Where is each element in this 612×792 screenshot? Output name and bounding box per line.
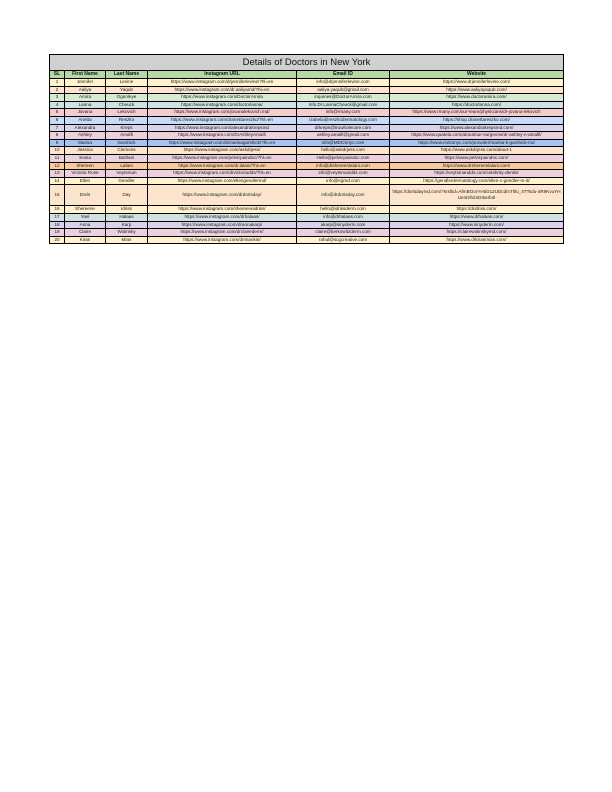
instagram-url-cell[interactable]: https://www.instagram.com/dranettareszko/?hl=en: [148, 116, 297, 124]
table-row: [50, 206, 564, 214]
last-name-cell: Garshick: [106, 139, 148, 147]
header-first-name: First Name: [65, 71, 106, 79]
table-row: [50, 162, 564, 170]
header-sl: SL: [50, 71, 65, 79]
website-cell[interactable]: https://www.askdrjess.com/about-1: [390, 147, 564, 155]
website-cell[interactable]: https://veytsmandds.com/celebrity-dentist: [390, 170, 564, 178]
last-name-cell: Idriss: [106, 206, 148, 214]
table-row: [50, 147, 564, 155]
table-row: [50, 229, 564, 237]
instagram-url-cell[interactable]: https://www.instagram.com/shereeneidriss/: [148, 206, 297, 214]
website-cell[interactable]: https://www.pelvicpaindoc.com/: [390, 154, 564, 162]
table-row: [50, 170, 564, 178]
sl-cell: 20: [50, 236, 65, 244]
table-row: [50, 86, 564, 94]
instagram-url-cell[interactable]: https://www.instagram.com/pelvicpaindoc/?hl=en: [148, 154, 297, 162]
instagram-url-cell[interactable]: https://www.instagram.com/drvictoriadds/?hl=en: [148, 170, 297, 178]
website-cell[interactable]: https://www.aaliyayaqub.com/: [390, 86, 564, 94]
first-name-cell: Ashley: [65, 132, 106, 140]
table-row: [50, 177, 564, 185]
website-cell[interactable]: https://www.mdcsnyc.com/provider/marisa-k-garshick-md: [390, 139, 564, 147]
sl-cell: 19: [50, 229, 65, 237]
website-cell[interactable]: https://www.doctoramira.com/: [390, 94, 564, 102]
email-cell[interactable]: info@drjenniferlevine.com: [297, 79, 390, 87]
first-name-cell: Shereen: [65, 162, 106, 170]
last-name-cell: Wolinsky: [106, 229, 148, 237]
sl-cell: 5: [50, 109, 65, 117]
header-website: Website: [390, 71, 564, 79]
first-name-cell: Anna: [65, 221, 106, 229]
last-name-cell: Yaqub: [106, 86, 148, 94]
website-cell[interactable]: https://www.rmany.com/our-team/physicians/dr-jovana-lekovich: [390, 109, 564, 117]
first-name-cell: Lanna: [65, 101, 106, 109]
email-cell[interactable]: ashley.amalfi@gmail.com: [297, 132, 390, 140]
table-row: [50, 154, 564, 162]
last-name-cell: Gendler: [106, 177, 148, 185]
email-cell[interactable]: drkreps@truwholecare.com: [297, 124, 390, 132]
email-cell[interactable]: inquiries@DoctorAmira.com: [297, 94, 390, 102]
header-instagram-url: Instagram URL: [148, 71, 297, 79]
instagram-url-cell[interactable]: https://www.instagram.com/dr.aaliyamd/?hl=en: [148, 86, 297, 94]
header-last-name: Last Name: [106, 71, 148, 79]
last-name-cell: Levine: [106, 79, 148, 87]
sl-cell: 16: [50, 206, 65, 214]
first-name-cell: Alexandra: [65, 124, 106, 132]
last-name-cell: Bahlani: [106, 154, 148, 162]
header-row: [50, 71, 564, 79]
table-row: [50, 185, 564, 206]
email-cell[interactable]: Info.Dr.LannaCheuck@gmail.com: [297, 101, 390, 109]
email-cell[interactable]: info@MDCSnyc.com: [297, 139, 390, 147]
email-cell[interactable]: info@veytsmandds.com: [297, 170, 390, 178]
sl-cell: 1: [50, 79, 65, 87]
website-cell[interactable]: https://shop.dranettareszko.com/: [390, 116, 564, 124]
sl-cell: 17: [50, 213, 65, 221]
table-row: [50, 101, 564, 109]
instagram-url-cell[interactable]: https://www.instagram.com/drdorisday/: [148, 185, 297, 206]
first-name-cell: Sonia: [65, 154, 106, 162]
email-cell[interactable]: Hello@pelvicpaindoc.com: [297, 154, 390, 162]
sl-cell: 13: [50, 170, 65, 178]
last-name-cell: Amalfi: [106, 132, 148, 140]
last-name-cell: Karp: [106, 221, 148, 229]
website-cell[interactable]: https://clairewolinskymd.com/: [390, 229, 564, 237]
instagram-url-cell[interactable]: https://www.instagram.com/drjenniferlevine/?hl=en: [148, 79, 297, 87]
website-cell[interactable]: https://dridriss.com/: [390, 206, 564, 214]
instagram-url-cell[interactable]: https://www.instagram.com/drmarisagarshick/?hl=en: [148, 139, 297, 147]
email-cell[interactable]: info@drshereenlalani.com: [297, 162, 390, 170]
first-name-cell: Ellen: [65, 177, 106, 185]
website-cell[interactable]: https://dorisdaymd.com/?srsltid=AfmBOorYHtiO12UDcdmTlIlu_4TTsdu-4R9KvuYHUenDih2nDIserb4l: [390, 185, 564, 206]
last-name-cell: Kreps: [106, 124, 148, 132]
header-email-id: Email ID: [297, 71, 390, 79]
email-cell[interactable]: hello@askdrjess.com: [297, 147, 390, 155]
email-cell[interactable]: hello@idrissderm.com: [297, 206, 390, 214]
first-name-cell: Jovana: [65, 109, 106, 117]
website-cell[interactable]: https://www.quatela.com/about/our-surgeons/dr-ashley-n-amalfi/: [390, 132, 564, 140]
website-cell[interactable]: https://www.drjenniferlevine.com/: [390, 79, 564, 87]
email-cell[interactable]: info@egmd.com: [297, 177, 390, 185]
table-row: [50, 132, 564, 140]
instagram-url-cell[interactable]: https://www.instagram.com/dr.lalani/?hl=en: [148, 162, 297, 170]
last-name-cell: Cheuck: [106, 101, 148, 109]
first-name-cell: Shereene: [65, 206, 106, 214]
sl-cell: 18: [50, 221, 65, 229]
website-cell[interactable]: https://www.drkiranmian.com/: [390, 236, 564, 244]
last-name-cell: Ogunleye: [106, 94, 148, 102]
instagram-url-cell[interactable]: https://www.instagram.com/askdrjess/: [148, 147, 297, 155]
website-cell[interactable]: https://www.drhalaas.com/: [390, 213, 564, 221]
sl-cell: 11: [50, 154, 65, 162]
doctors-table: [49, 54, 564, 244]
first-name-cell: Anetta: [65, 116, 106, 124]
website-cell[interactable]: https://www.sinyderm.com/: [390, 221, 564, 229]
sl-cell: 8: [50, 132, 65, 140]
email-cell[interactable]: claire@berkowitzderm.com: [297, 229, 390, 237]
last-name-cell: Day: [106, 185, 148, 206]
table-row: [50, 109, 564, 117]
first-name-cell: Doris: [65, 185, 106, 206]
sl-cell: 10: [50, 147, 65, 155]
sl-cell: 6: [50, 116, 65, 124]
last-name-cell: Mian: [106, 236, 148, 244]
sl-cell: 15: [50, 185, 65, 206]
table-row: [50, 139, 564, 147]
first-name-cell: Jessica: [65, 147, 106, 155]
table-row: [50, 79, 564, 87]
sl-cell: 3: [50, 94, 65, 102]
sl-cell: 4: [50, 101, 65, 109]
instagram-url-cell[interactable]: https://www.instagram.com/drclairederm/: [148, 229, 297, 237]
website-cell[interactable]: https://gendlerdermatology.com/ellen-c-gendler-m-d/: [390, 177, 564, 185]
email-cell[interactable]: info@rmany.com: [297, 109, 390, 117]
email-cell[interactable]: info@drdorisday.com: [297, 185, 390, 206]
sl-cell: 7: [50, 124, 65, 132]
website-cell[interactable]: https://doctorlanna.com/: [390, 101, 564, 109]
first-name-cell: Amira: [65, 94, 106, 102]
email-cell[interactable]: aaliya.yaqub@gmail.com: [297, 86, 390, 94]
sl-cell: 14: [50, 177, 65, 185]
first-name-cell: Kiran: [65, 236, 106, 244]
first-name-cell: Aaliya: [65, 86, 106, 94]
last-name-cell: Veytsman: [106, 170, 148, 178]
website-cell[interactable]: https://www.alexandrakrepsmd.com/: [390, 124, 564, 132]
last-name-cell: Lekovich: [106, 109, 148, 117]
instagram-url-cell[interactable]: https://www.instagram.com/drannakarp/: [148, 221, 297, 229]
instagram-url-cell[interactable]: https://www.instagram.com/jovanalekovich.md/: [148, 109, 297, 117]
instagram-url-cell[interactable]: https://www.instagram.com/DoctorAmira: [148, 94, 297, 102]
first-name-cell: Victoria Rose: [65, 170, 106, 178]
sl-cell: 9: [50, 139, 65, 147]
table-row: [50, 221, 564, 229]
last-name-cell: Halaas: [106, 213, 148, 221]
instagram-url-cell[interactable]: https://www.instagram.com/DrAshleyAmalfi: [148, 132, 297, 140]
first-name-cell: Claire: [65, 229, 106, 237]
first-name-cell: Marisa: [65, 139, 106, 147]
email-cell[interactable]: rahul@scgcreative.com: [297, 236, 390, 244]
last-name-cell: Lalani: [106, 162, 148, 170]
table-title: Details of Doctors in New York: [50, 55, 564, 71]
instagram-url-cell[interactable]: https://www.instagram.com/doctorlanna/: [148, 101, 297, 109]
sl-cell: 2: [50, 86, 65, 94]
table-row: [50, 213, 564, 221]
instagram-url-cell[interactable]: https://www.instagram.com/alexandrakrepsmd: [148, 124, 297, 132]
table-row: [50, 124, 564, 132]
website-cell[interactable]: https://www.drshereenlalani.com/: [390, 162, 564, 170]
instagram-url-cell[interactable]: https://www.instagram.com/ellengendlermd/: [148, 177, 297, 185]
table-row: [50, 94, 564, 102]
spreadsheet-page: [49, 54, 563, 244]
table-row: [50, 236, 564, 244]
email-cell[interactable]: info@drhalaas.com: [297, 213, 390, 221]
first-name-cell: Jennifer: [65, 79, 106, 87]
table-row: [50, 116, 564, 124]
email-cell[interactable]: izabela@reszkodermatology.com: [297, 116, 390, 124]
last-name-cell: Reszko: [106, 116, 148, 124]
instagram-url-cell[interactable]: https://www.instagram.com/drmiankiri/: [148, 236, 297, 244]
instagram-url-cell[interactable]: https://www.instagram.com/drhalaas/: [148, 213, 297, 221]
last-name-cell: Clemons: [106, 147, 148, 155]
first-name-cell: Yael: [65, 213, 106, 221]
sl-cell: 12: [50, 162, 65, 170]
email-cell[interactable]: akarp@sinyderm.com: [297, 221, 390, 229]
